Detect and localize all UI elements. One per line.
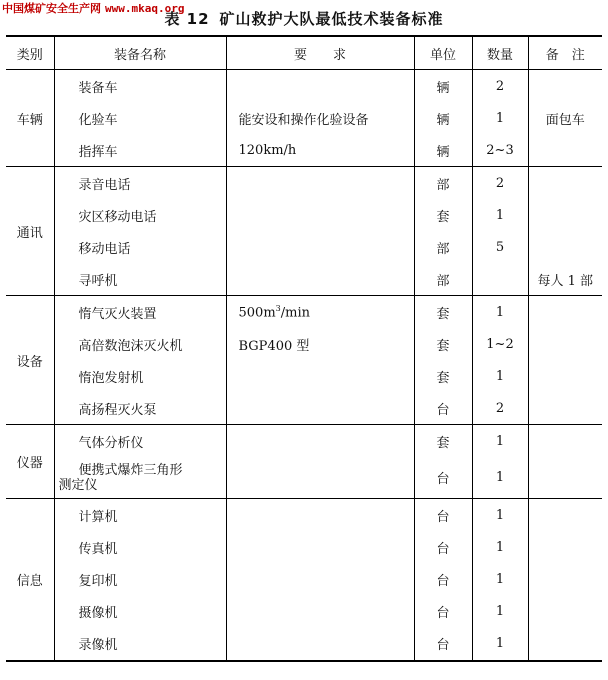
unit-cell: 台	[414, 457, 472, 499]
table-row	[6, 134, 602, 167]
requirement-cell	[226, 199, 414, 231]
requirement-cell	[226, 499, 414, 532]
header-note: 备 注	[528, 36, 602, 70]
requirement-cell	[226, 231, 414, 263]
requirement-cell: 能安设和操作化验设备	[226, 102, 414, 134]
requirement-cell	[226, 531, 414, 563]
requirement-cell	[226, 563, 414, 595]
unit-cell: 台	[414, 392, 472, 425]
unit-cell: 部	[414, 231, 472, 263]
table-title	[0, 8, 608, 29]
table-row	[6, 392, 602, 425]
watermark-site: 中国煤矿安全生产网	[2, 2, 101, 15]
quantity-cell: 1	[472, 457, 528, 499]
note-cell	[528, 70, 602, 103]
unit-cell: 套	[414, 199, 472, 231]
requirement-unit: /min	[280, 305, 310, 321]
unit-cell: 套	[414, 360, 472, 392]
note-cell	[528, 167, 602, 200]
requirement-cell	[226, 360, 414, 392]
category-cell: 车辆	[6, 70, 54, 167]
quantity-cell: 1	[472, 499, 528, 532]
requirement-cell	[226, 425, 414, 458]
category-cell: 设备	[6, 296, 54, 425]
note-cell	[528, 425, 602, 458]
unit-cell: 辆	[414, 70, 472, 103]
unit-cell: 套	[414, 328, 472, 360]
table-row	[6, 457, 602, 499]
watermark-url: www.mkaq.org	[105, 2, 185, 15]
unit-cell: 部	[414, 167, 472, 200]
table-row	[6, 595, 602, 627]
equipment-table	[6, 35, 602, 662]
equipment-name-cell: 灾区移动电话	[54, 199, 226, 231]
note-cell	[528, 563, 602, 595]
equipment-name-cell: 惰泡发射机	[54, 360, 226, 392]
header-row	[6, 36, 602, 70]
category-cell: 仪器	[6, 425, 54, 499]
quantity-cell: 1~2	[472, 328, 528, 360]
header-name: 装备名称	[54, 36, 226, 70]
equipment-name-cell: 高倍数泡沫灭火机	[54, 328, 226, 360]
unit-cell: 台	[414, 499, 472, 532]
note-cell	[528, 296, 602, 329]
table-row	[6, 263, 602, 296]
requirement-exponent: 3	[275, 303, 281, 313]
requirement-cell	[226, 392, 414, 425]
header-requirement: 要 求	[226, 36, 414, 70]
quantity-cell: 1	[472, 627, 528, 661]
note-cell	[528, 595, 602, 627]
requirement-cell: 120km/h	[226, 134, 414, 167]
quantity-cell: 1	[472, 199, 528, 231]
equipment-name: 便携式爆炸三角形	[78, 462, 183, 478]
table-row	[6, 231, 602, 263]
note-cell	[528, 360, 602, 392]
table-row	[6, 199, 602, 231]
table-row	[6, 627, 602, 661]
note-cell: 面包车	[528, 102, 602, 134]
requirement-cell	[226, 70, 414, 103]
note-cell	[528, 499, 602, 532]
quantity-cell: 1	[472, 360, 528, 392]
unit-cell: 辆	[414, 134, 472, 167]
unit-cell: 套	[414, 296, 472, 329]
note-cell	[528, 328, 602, 360]
equipment-name-cell	[54, 457, 226, 499]
table-row	[6, 328, 602, 360]
note-cell	[528, 531, 602, 563]
category-cell: 通讯	[6, 167, 54, 296]
equipment-name-line2: 测定仪	[58, 477, 98, 493]
requirement-cell	[226, 263, 414, 296]
table-row	[6, 102, 602, 134]
quantity-cell: 1	[472, 102, 528, 134]
requirement-cell	[226, 627, 414, 661]
table-body	[6, 70, 602, 662]
equipment-name-cell: 移动电话	[54, 231, 226, 263]
unit-cell: 台	[414, 595, 472, 627]
quantity-cell: 1	[472, 296, 528, 329]
category-cell: 信息	[6, 499, 54, 662]
requirement-cell	[226, 296, 414, 329]
quantity-cell: 2	[472, 392, 528, 425]
equipment-name-cell: 传真机	[54, 531, 226, 563]
table-row	[6, 499, 602, 532]
note-cell	[528, 199, 602, 231]
equipment-name-cell: 高扬程灭火泵	[54, 392, 226, 425]
note-cell	[528, 134, 602, 167]
unit-cell: 台	[414, 627, 472, 661]
equipment-name-cell: 指挥车	[54, 134, 226, 167]
unit-cell: 部	[414, 263, 472, 296]
equipment-name-cell: 装备车	[54, 70, 226, 103]
equipment-name-cell: 化验车	[54, 102, 226, 134]
header-category: 类别	[6, 36, 54, 70]
note-cell	[528, 392, 602, 425]
requirement-cell	[226, 595, 414, 627]
unit-cell: 台	[414, 563, 472, 595]
requirement-cell	[226, 457, 414, 499]
quantity-cell	[472, 263, 528, 296]
equipment-name-cell: 摄像机	[54, 595, 226, 627]
note-cell	[528, 231, 602, 263]
unit-cell: 辆	[414, 102, 472, 134]
quantity-cell: 2	[472, 167, 528, 200]
equipment-name-cell: 计算机	[54, 499, 226, 532]
table-row	[6, 167, 602, 200]
equipment-name-cell: 录像机	[54, 627, 226, 661]
quantity-cell: 2~3	[472, 134, 528, 167]
quantity-cell: 5	[472, 231, 528, 263]
equipment-name-cell: 录音电话	[54, 167, 226, 200]
note-cell	[528, 627, 602, 661]
table-number: 表 12	[164, 10, 210, 28]
table-row	[6, 360, 602, 392]
equipment-name-cell: 惰气灭火装置	[54, 296, 226, 329]
quantity-cell: 1	[472, 563, 528, 595]
quantity-cell: 1	[472, 595, 528, 627]
quantity-cell: 1	[472, 425, 528, 458]
note-cell	[528, 457, 602, 499]
table-row	[6, 531, 602, 563]
table-row	[6, 296, 602, 329]
requirement-cell	[226, 167, 414, 200]
requirement-cell: BGP400 型	[226, 328, 414, 360]
table-row	[6, 563, 602, 595]
unit-cell: 套	[414, 425, 472, 458]
table-row	[6, 70, 602, 103]
table-row	[6, 425, 602, 458]
note-cell: 每人 1 部	[528, 263, 602, 296]
equipment-name-cell: 复印机	[54, 563, 226, 595]
equipment-name-cell: 寻呼机	[54, 263, 226, 296]
header-unit: 单位	[414, 36, 472, 70]
equipment-name-cell: 气体分析仪	[54, 425, 226, 458]
requirement-value: 500m	[238, 305, 276, 321]
table-title-text: 矿山救护大队最低技术装备标准	[219, 10, 444, 28]
quantity-cell: 1	[472, 531, 528, 563]
unit-cell: 台	[414, 531, 472, 563]
quantity-cell: 2	[472, 70, 528, 103]
header-quantity: 数量	[472, 36, 528, 70]
